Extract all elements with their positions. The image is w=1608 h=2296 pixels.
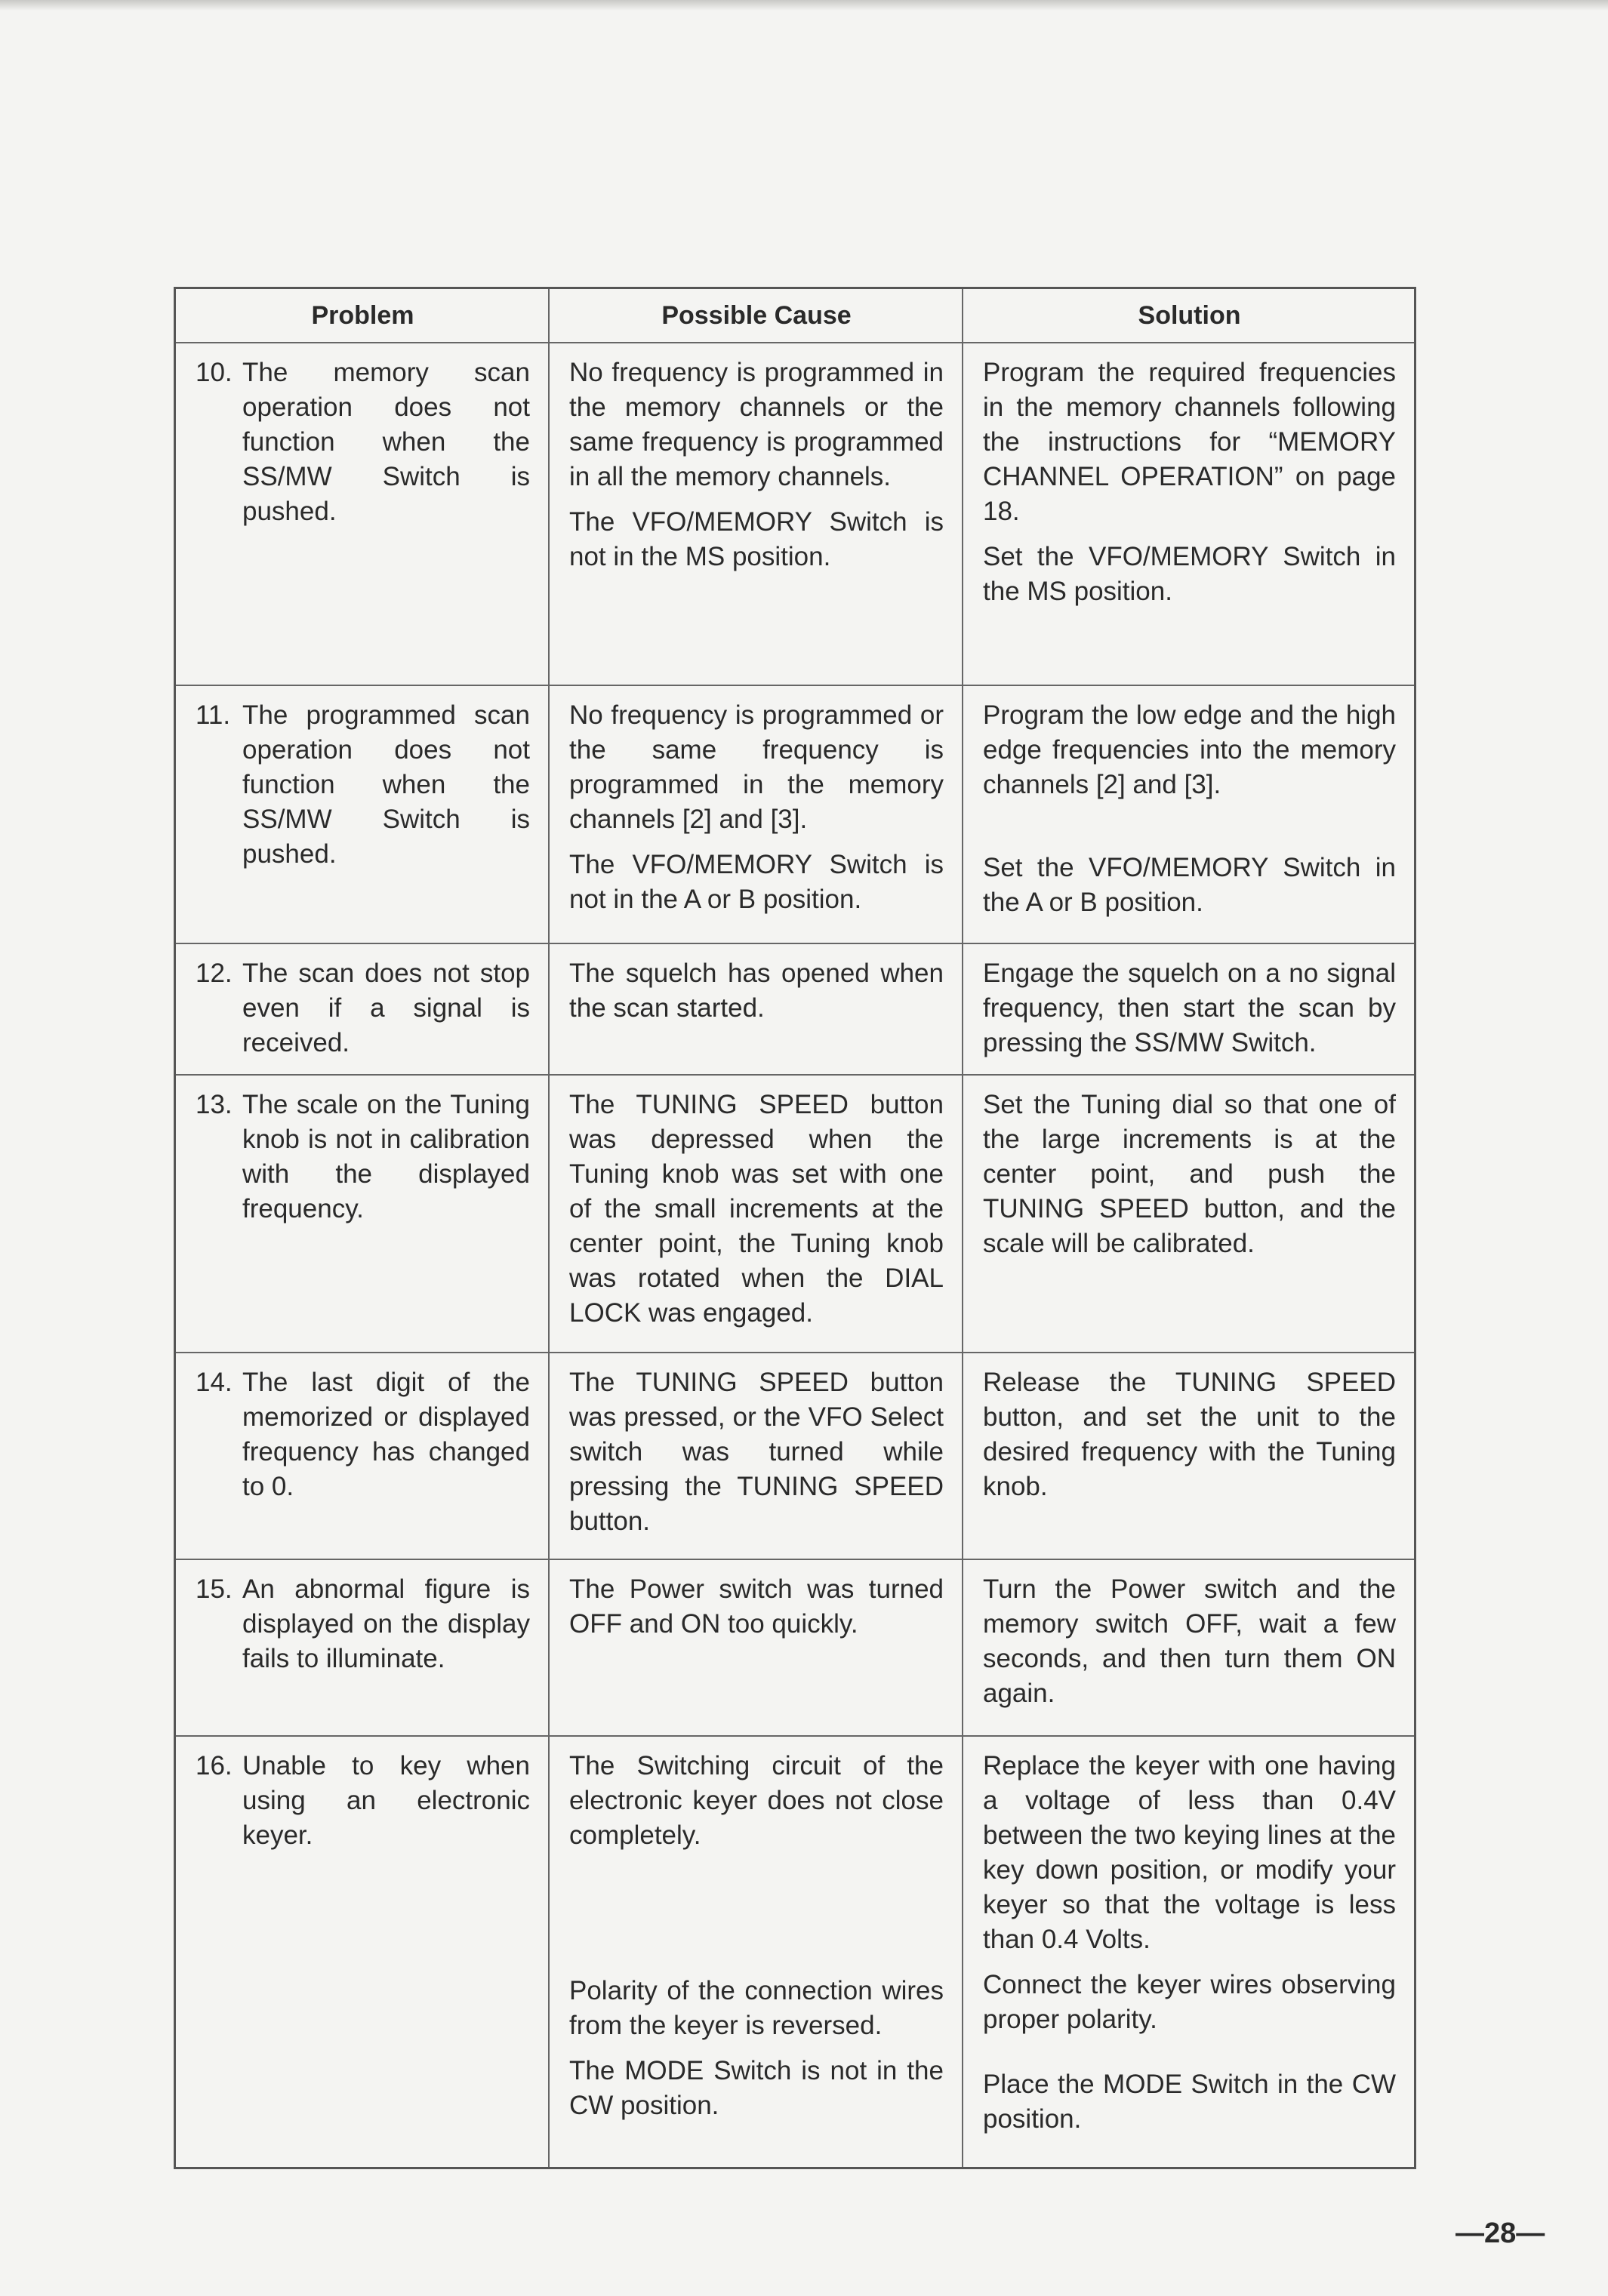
cause-text: The squelch has opened when the scan started. [569,959,944,1023]
cause-cell [550,1737,963,2167]
problem-text: Unable to key when using an electronic keyer. [242,1751,530,1850]
cause-text: The Switching circuit of the electronic keyer does not close completely. [569,1751,944,1850]
table-row [176,1076,1414,1353]
problem-number: 16. [196,1751,233,1780]
problem-text: The last digit of the memorized or displayed frequency has changed to 0. [242,1368,530,1501]
problem-cell [176,1560,550,1735]
problem-number: 15. [196,1574,233,1604]
problem-text: The scale on the Tuning knob is not in calibration with the displayed frequency. [242,1090,530,1223]
cause-text: No frequency is programmed or the same frequency is programmed in the memory channels [2] and [3]. [569,700,944,834]
page-number: —28— [1456,2218,1545,2249]
solution-text: Place the MODE Switch in the CW position. [983,2070,1396,2134]
problem-number: 13. [196,1090,233,1119]
cause-text: Polarity of the connection wires from the keyer is reversed. [569,1976,944,2040]
header-problem: Problem [176,289,550,342]
table-row [176,1560,1414,1737]
cause-text: The Power switch was turned OFF and ON too quickly. [569,1574,944,1639]
solution-cell [963,1353,1414,1559]
problem-cell [176,1737,550,2167]
table-row [176,686,1414,944]
cause-cell [550,686,963,943]
solution-cell [963,1560,1414,1735]
cause-cell [550,1560,963,1735]
cause-cell [550,343,963,685]
solution-text: Release the TUNING SPEED button, and set the unit to the desired frequency with the Tuning knob. [983,1368,1396,1501]
solution-text: Set the VFO/MEMORY Switch in the A or B position. [983,853,1396,917]
problem-text: The memory scan operation does not function when the SS/MW Switch is pushed. [242,358,530,526]
solution-cell [963,343,1414,685]
problem-number: 12. [196,959,233,988]
solution-text: Turn the Power switch and the memory switch OFF, wait a few seconds, and then turn them ON again. [983,1574,1396,1708]
table-row [176,343,1414,686]
problem-cell [176,343,550,685]
solution-text: Connect the keyer wires observing proper polarity. [983,1970,1396,2034]
solution-text: Program the required frequencies in the memory channels following the instructions for “MEMORY CHANNEL OPERATION” on page 18. [983,358,1396,526]
problem-number: 11. [196,700,231,730]
solution-text: Engage the squelch on a no signal frequency, then start the scan by pressing the SS/MW Switch. [983,959,1396,1057]
cause-text: The TUNING SPEED button was depressed when the Tuning knob was set with one of the small increments at the center point, the Tuning knob was rotated when the DIAL LOCK was engaged. [569,1090,944,1328]
cause-text: The VFO/MEMORY Switch is not in the MS position. [569,507,944,571]
cause-cell [550,1353,963,1559]
cause-text: The VFO/MEMORY Switch is not in the A or B position. [569,850,944,914]
cause-text: No frequency is programmed in the memory channels or the same frequency is programmed in all the memory channels. [569,358,944,491]
header-solution: Solution [1138,301,1241,330]
problem-cell [176,1076,550,1352]
problem-number: 14. [196,1368,233,1397]
solution-text: Program the low edge and the high edge frequencies into the memory channels [2] and [3]. [983,700,1396,799]
cause-cell [550,944,963,1074]
table-row [176,944,1414,1076]
cause-text: The MODE Switch is not in the CW position. [569,2056,944,2120]
problem-text: An abnormal figure is displayed on the display fails to illuminate. [242,1574,530,1673]
table-header-row [176,289,1414,343]
solution-cell [963,1076,1414,1352]
solution-text: Replace the keyer with one having a voltage of less than 0.4V between the two keying lines at the key down position, or modify your keyer so that the voltage is less than 0.4 Volts. [983,1751,1396,1954]
problem-cell [176,686,550,943]
header-possible-cause: Possible Cause [550,289,963,342]
solution-cell [963,1737,1414,2167]
solution-text: Set the Tuning dial so that one of the large increments is at the center point, and push the TUNING SPEED button, and the scale will be calibrated. [983,1090,1396,1258]
table-row [176,1353,1414,1560]
solution-cell [963,686,1414,943]
page-edge [0,0,1608,11]
problem-text: The scan does not stop even if a signal is received. [242,959,530,1057]
problem-number: 10. [196,358,233,387]
cause-text: The TUNING SPEED button was pressed, or the VFO Select switch was turned while pressing the TUNING SPEED button. [569,1368,944,1536]
solution-cell [963,944,1414,1074]
problem-cell [176,944,550,1074]
problem-text: The programmed scan operation does not function when the SS/MW Switch is pushed. [242,700,530,869]
troubleshooting-table [174,287,1416,2169]
table-row [176,1737,1414,2167]
cause-cell [550,1076,963,1352]
problem-cell [176,1353,550,1559]
solution-text: Set the VFO/MEMORY Switch in the MS position. [983,542,1396,606]
